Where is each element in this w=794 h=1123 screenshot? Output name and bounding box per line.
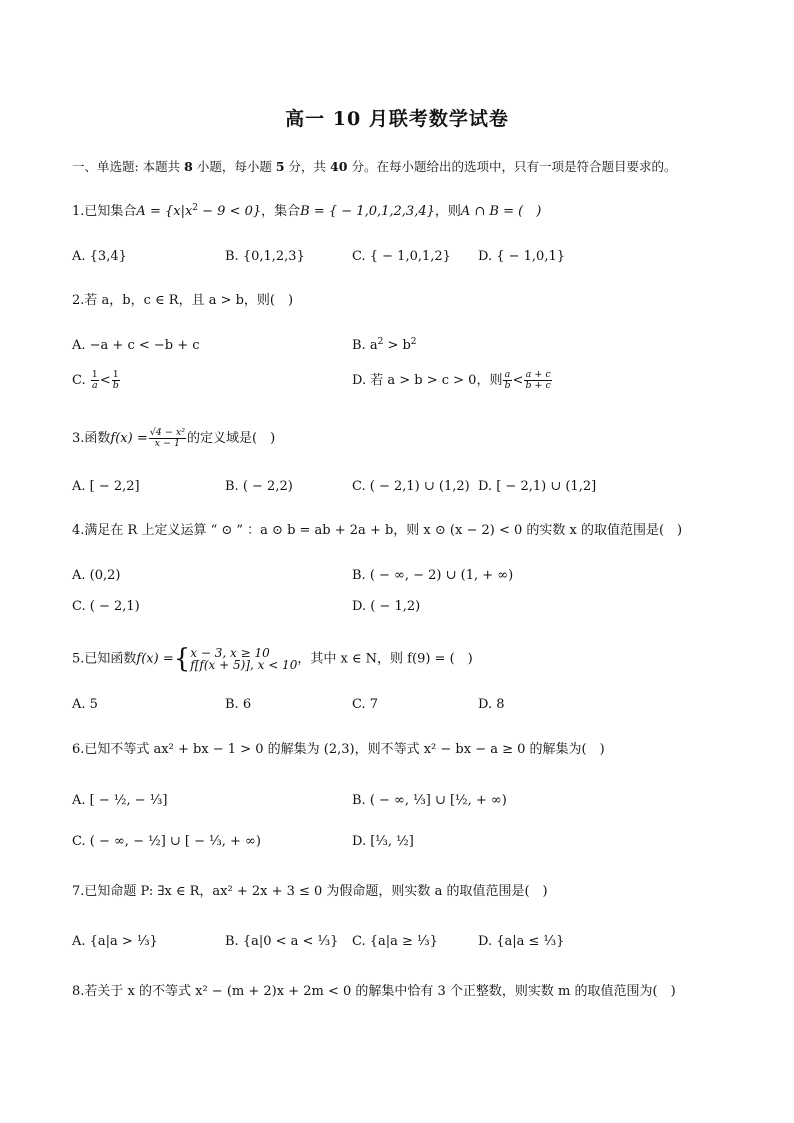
question-1-stem [72, 203, 541, 221]
q1-option-c[interactable]: C. { − 1,0,1,2} [352, 249, 451, 264]
q2-option-c-label: C. [72, 373, 86, 388]
q2-frac-1a-num: 1 [91, 369, 98, 380]
q2-option-b-exp1: 2 [377, 337, 384, 347]
q2-frac-1b-den: b [112, 380, 119, 391]
q3-fraction-num: √4 − x² [149, 427, 185, 438]
q1-option-a[interactable]: A. {3,4} [72, 249, 127, 264]
q7-option-c[interactable]: C. {a|a ≥ ⅓} [352, 934, 438, 949]
section-suffix: 分。在每小题给出的选项中，只有一项是符合题目要求的。 [351, 159, 677, 174]
q2-option-b[interactable] [352, 337, 417, 355]
question-5-stem [72, 646, 473, 672]
q7-stem: 已知命题 P: ∃x ∈ R，ax² + 2x + 3 ≤ 0 为假命题，则实数 a 的取值范围是( ) [84, 884, 548, 899]
q7-option-b[interactable]: B. {a|0 < a < ⅓} [225, 934, 339, 949]
q2-frac-ab [503, 370, 511, 391]
q1-set-b: B = { − 1,0,1,2,3,4} [300, 204, 435, 219]
q2-frac-1b-num: 1 [112, 369, 119, 380]
q2-frac-acbc-num: a + c [525, 369, 551, 380]
q4-stem: 满足在 R 上定义运算 “ ⊙ ” ：a ⊙ b = ab + 2a + b，则 x ⊙ (x − 2) < 0 的实数 x 的取值范围是( ) [84, 523, 683, 538]
q4-option-b[interactable]: B. ( − ∞, − 2) ∪ (1, + ∞) [352, 568, 514, 583]
q3-stem-a: 函数 [84, 431, 111, 446]
question-6-stem [72, 741, 605, 759]
question-8-stem [72, 983, 676, 1001]
q2-option-d-lt: < [512, 373, 524, 388]
q1-set-a: A = {x|x [136, 204, 193, 219]
q6-option-c[interactable]: C. ( − ∞, − ½] ∪ [ − ⅓, + ∞) [72, 834, 261, 849]
section-mid1: 小题，每小题 [196, 159, 272, 174]
q5-option-b[interactable]: B. 6 [225, 697, 252, 712]
q4-number: 4. [72, 523, 85, 538]
q1-stem-b: ，集合 [261, 204, 301, 219]
q5-fx: f(x) = [136, 651, 174, 667]
q1-set-a-tail: − 9 < 0} [198, 204, 262, 219]
q8-number: 8. [72, 984, 85, 999]
q2-frac-ab-den: b [504, 380, 511, 391]
q7-option-d[interactable]: D. {a|a ≤ ⅓} [478, 934, 565, 949]
q2-frac-acbc-den: b + c [525, 380, 551, 391]
q5-brace: { [173, 644, 191, 674]
q2-option-b-b: > b [383, 338, 411, 353]
q1-number: 1. [72, 204, 85, 219]
q2-option-b-exp2: 2 [410, 337, 417, 347]
q5-option-d[interactable]: D. 8 [478, 697, 505, 712]
q4-option-d[interactable]: D. ( − 1,2) [352, 599, 421, 614]
q1-expr: A ∩ B = ( ) [460, 204, 542, 219]
q5-option-a[interactable]: A. 5 [72, 697, 98, 712]
q2-option-c[interactable] [72, 370, 121, 391]
q4-option-c[interactable]: C. ( − 2,1) [72, 599, 140, 614]
section-count: 8 [184, 159, 193, 174]
q5-stem-a: 已知函数 [84, 651, 137, 667]
question-7-stem [72, 883, 548, 901]
section-header [72, 158, 676, 176]
q1-option-d[interactable]: D. { − 1,0,1} [478, 249, 566, 264]
q6-number: 6. [72, 742, 85, 757]
q5-number: 5. [72, 651, 85, 667]
q5-case-1: x − 3, x ≥ 10 [190, 646, 270, 660]
q2-frac-1a-den: a [91, 380, 98, 391]
q5-option-c[interactable]: C. 7 [352, 697, 379, 712]
q2-frac-ab-num: a [504, 369, 511, 380]
section-total: 40 [330, 159, 348, 174]
section-prefix: 一、单选题: 本题共 [72, 159, 181, 174]
q3-option-d[interactable]: D. [ − 2,1) ∪ (1,2] [478, 479, 597, 494]
q2-option-d-label: D. 若 a > b > c > 0，则 [352, 373, 503, 388]
q2-stem: 若 a，b，c ∈ R，且 a > b，则( ) [84, 293, 294, 308]
question-2-stem [72, 292, 293, 310]
q3-fx: f(x) = [110, 431, 148, 446]
q2-option-d[interactable] [352, 370, 553, 391]
q5-cases [190, 647, 297, 671]
q1-stem-a: 已知集合 [84, 204, 137, 219]
section-score: 5 [275, 159, 285, 174]
q2-frac-1a [91, 370, 99, 391]
q6-option-d[interactable]: D. [⅓, ½] [352, 834, 414, 849]
q1-option-b[interactable]: B. {0,1,2,3} [225, 249, 305, 264]
q2-option-b-a: B. a [352, 338, 378, 353]
q6-option-a[interactable]: A. [ − ½, − ⅓] [72, 793, 168, 808]
q3-option-c[interactable]: C. ( − 2,1) ∪ (1,2) [352, 479, 470, 494]
section-mid2: 分，共 [288, 159, 327, 174]
q3-fraction-den: x − 1 [154, 438, 181, 449]
question-3-stem [72, 428, 275, 449]
q8-stem: 若关于 x 的不等式 x² − (m + 2)x + 2m < 0 的解集中恰有 3 个正整数，则实数 m 的取值范围为( ) [84, 984, 676, 999]
q1-exp: 2 [192, 203, 199, 213]
q3-fraction [149, 428, 186, 449]
q3-option-b[interactable]: B. ( − 2,2) [225, 479, 293, 494]
q6-stem: 已知不等式 ax² + bx − 1 > 0 的解集为 (2,3)，则不等式 x² − bx − a ≥ 0 的解集为( ) [84, 742, 605, 757]
q7-number: 7. [72, 884, 85, 899]
q3-stem-b: 的定义域是( ) [187, 431, 276, 446]
q2-number: 2. [72, 293, 85, 308]
exam-title: 高一 10 月联考数学试卷 [285, 108, 509, 130]
q4-option-a[interactable]: A. (0,2) [72, 568, 121, 583]
q2-frac-acbc [524, 370, 551, 391]
q2-option-a[interactable]: A. −a + c < −b + c [72, 338, 200, 353]
q2-option-c-lt: < [99, 373, 111, 388]
q7-option-a[interactable]: A. {a|a > ⅓} [72, 934, 158, 949]
q1-stem-c: ，则 [434, 204, 461, 219]
q5-stem-b: ，其中 x ∈ N，则 f(9) = ( ) [297, 651, 473, 667]
q3-number: 3. [72, 431, 85, 446]
q5-case-2: f[f(x + 5)], x < 10 [190, 658, 298, 672]
question-4-stem [72, 522, 682, 540]
q3-option-a[interactable]: A. [ − 2,2] [72, 479, 140, 494]
q6-option-b[interactable]: B. ( − ∞, ⅓] ∪ [½, + ∞) [352, 793, 507, 808]
q2-frac-1b [112, 370, 120, 391]
